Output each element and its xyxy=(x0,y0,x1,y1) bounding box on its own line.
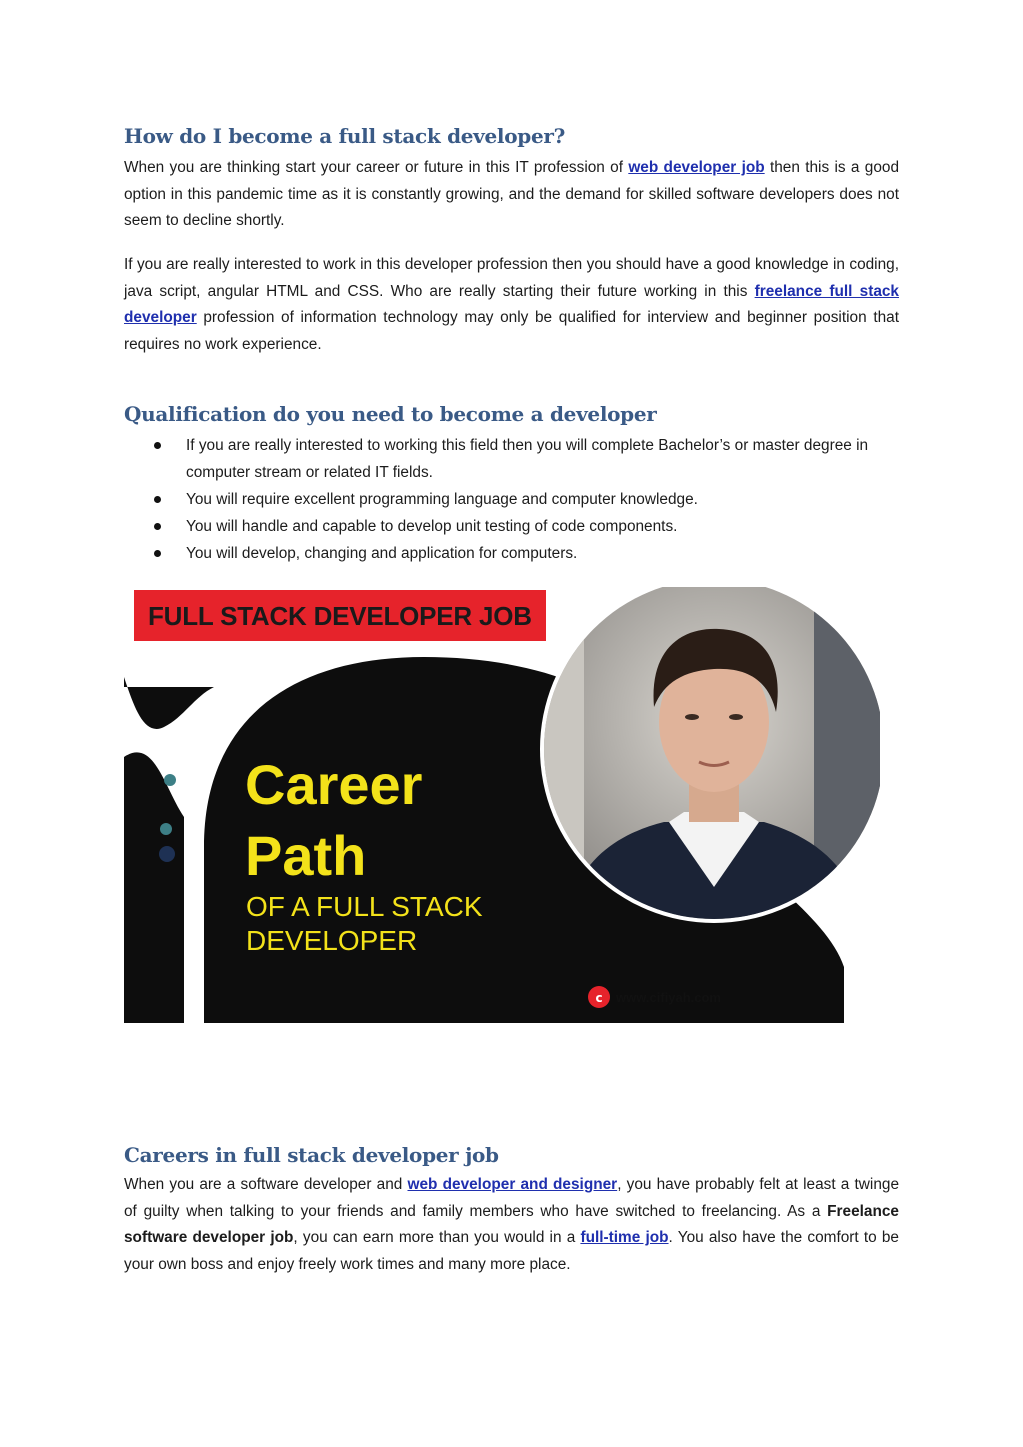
heading-careers: Careers in full stack developer job xyxy=(124,1143,499,1167)
decor-dot xyxy=(164,774,176,786)
banner-badge-text: FULL STACK DEVELOPER JOB xyxy=(148,601,532,631)
link-web-developer-job[interactable]: web developer job xyxy=(628,159,765,176)
link-web-developer-and-designer[interactable]: web developer and designer xyxy=(407,1176,618,1193)
heading-qualification: Qualification do you need to become a developer xyxy=(124,402,657,426)
banner-subline-2: DEVELOPER xyxy=(246,925,418,956)
site-logo-glyph-icon: c xyxy=(595,991,603,1005)
banner-headline-path: Path xyxy=(245,824,367,887)
decor-dot xyxy=(160,823,172,835)
link-full-time-job[interactable]: full-time job xyxy=(580,1229,669,1247)
list-item: You will handle and capable to develop unit testing of code components. xyxy=(150,513,900,540)
banner-dark-shape xyxy=(124,677,214,729)
list-item: If you are really interested to working this field then you will complete Bachelor’s or master degree in computer stream or related IT fields. xyxy=(150,432,900,486)
decor-dot xyxy=(159,846,175,862)
banner-headline-career: Career xyxy=(245,753,423,816)
heading-become-developer: How do I become a full stack developer? xyxy=(124,124,566,148)
banner-subline-1: OF A FULL STACK xyxy=(246,891,483,922)
bold-freelance-job: Freelance software developer job xyxy=(124,1202,899,1247)
paragraph-requirements: If you are really interested to work in this developer profession then you should have a good knowledge in coding, java script, angular HTML and CSS. Who are really starting their future working in this freelance full stack developer profession of information technology may only be qualified for interview and beginner position that requires no work experience. xyxy=(124,256,899,353)
career-path-banner-image xyxy=(124,587,880,1023)
paragraph-intro: When you are thinking start your career or future in this IT profession of web developer job then this is a good option in this pandemic time as it is constantly growing, and the demand for skilled software developers does not seem to decline shortly. xyxy=(124,159,900,230)
paragraph-careers: When you are a software developer and web developer and designer, you have probably felt at least a twinge of guilty when talking to your friends and family members who have switched to freelancing. As a Freelance software developer job, you can earn more than you would in a full-time job. You also have the comfort to be your own boss and enjoy freely work times and many more place. xyxy=(124,1176,900,1273)
link-freelance-full-stack-developer[interactable]: freelance full stack developer xyxy=(124,282,899,327)
list-item: You will develop, changing and application for computers. xyxy=(150,540,900,567)
banner-site-url: www.cifiyah.com xyxy=(616,990,721,1005)
qualification-list xyxy=(150,432,900,567)
banner-graphic xyxy=(124,587,880,1023)
list-item: You will require excellent programming language and computer knowledge. xyxy=(150,486,900,513)
banner-dark-blob xyxy=(124,752,184,1023)
